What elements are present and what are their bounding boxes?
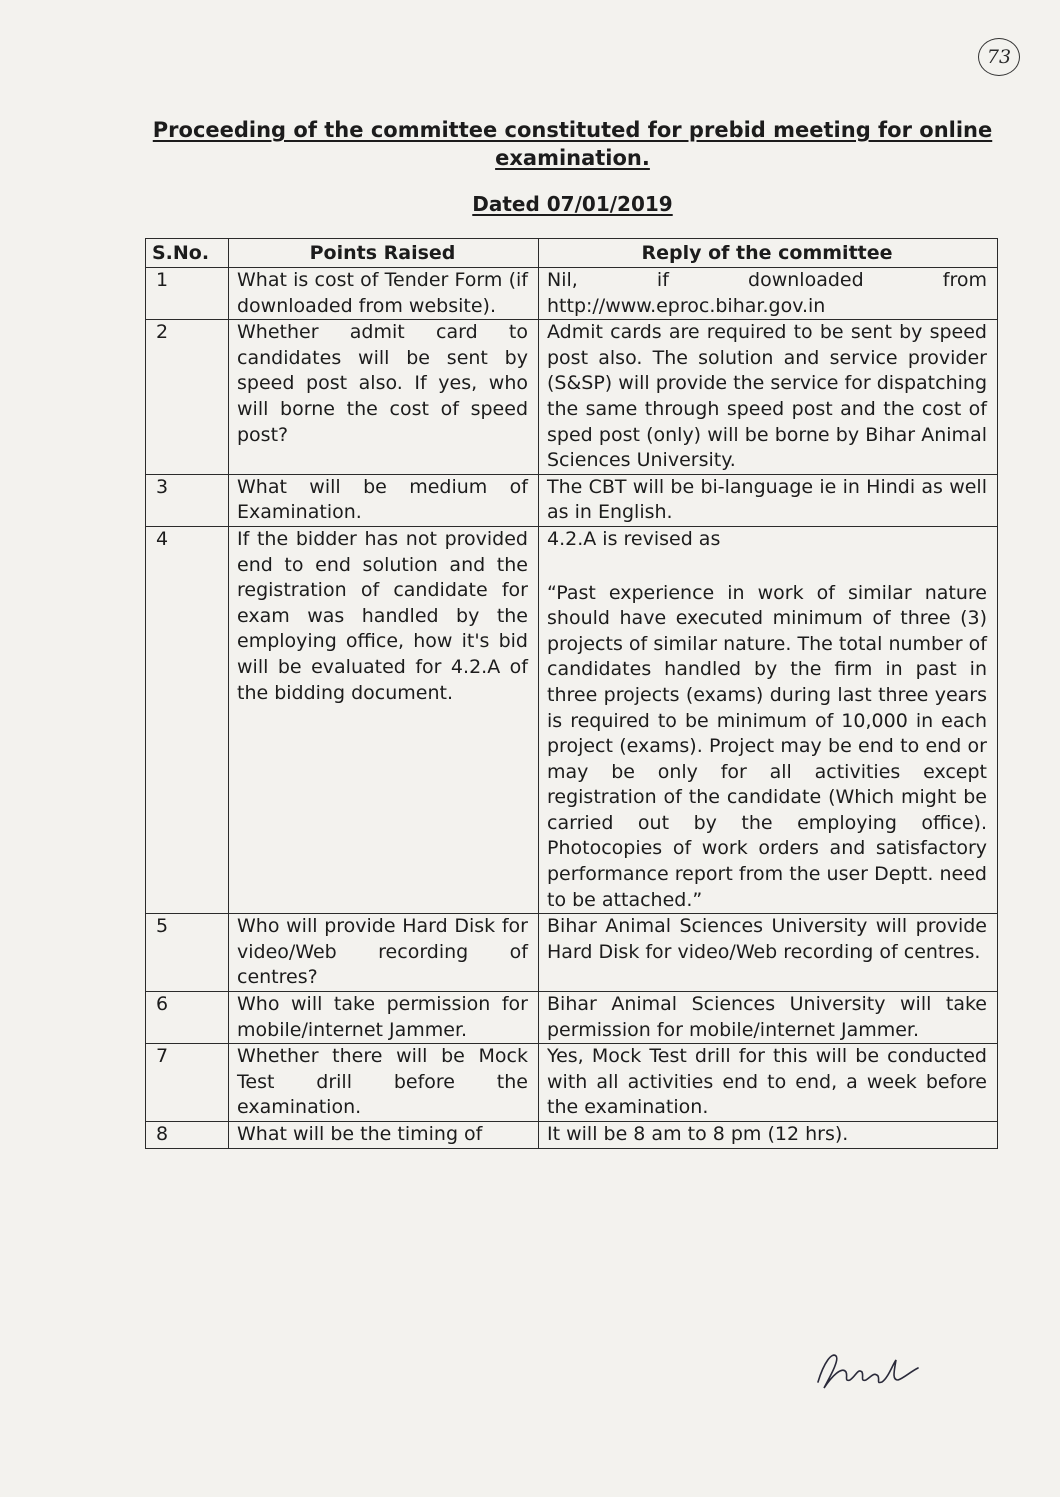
reply-text: The CBT will be bi-language ie in Hindi as well as in English. — [547, 475, 987, 524]
header-reply: Reply of the committee — [539, 239, 998, 268]
header-points-raised: Points Raised — [229, 239, 539, 268]
row-number: 3 — [146, 474, 229, 526]
point-raised: Whether admit card to candidates will be sent by speed post also. If yes, who will borne the cost of speed post? — [229, 320, 539, 475]
table-row — [146, 914, 998, 992]
table-row — [146, 474, 998, 526]
table-header-row — [146, 239, 998, 268]
table-row — [146, 992, 998, 1044]
row-number: 6 — [146, 992, 229, 1044]
row-number: 5 — [146, 914, 229, 992]
reply-text: Bihar Animal Sciences University will provide Hard Disk for video/Web recording of centres. — [547, 915, 987, 963]
reply-text: 4.2.A is revised as — [547, 527, 721, 550]
reply-text: It will be 8 am to 8 pm (12 hrs). — [547, 1123, 849, 1145]
committee-reply — [539, 914, 998, 992]
point-raised: What is cost of Tender Form (if downloaded from website). — [229, 268, 539, 320]
reply-text: Yes, Mock Test drill for this will be conducted with all activities end to end, a week before the examination. — [547, 1045, 987, 1119]
document-date: Dated 07/01/2019 — [472, 192, 673, 216]
committee-reply — [539, 526, 998, 913]
paragraph-gap — [547, 553, 987, 581]
committee-reply — [539, 268, 998, 320]
committee-reply — [539, 992, 998, 1044]
row-number: 2 — [146, 320, 229, 475]
row-number: 8 — [146, 1122, 229, 1149]
point-raised: If the bidder has not provided end to end solution and the registration of candidate for exam was handled by the employing office, how it's bid will be evaluated for 4.2.A of the bidding document. — [229, 526, 539, 913]
points-table — [145, 238, 998, 1149]
point-raised: Who will provide Hard Disk for video/Web recording of centres? — [229, 914, 539, 992]
row-number: 4 — [146, 526, 229, 913]
document-title: Proceeding of the committee constituted for prebid meeting for online examination. — [152, 118, 993, 170]
point-raised: What will be the timing of — [229, 1122, 539, 1149]
table-row — [146, 1122, 998, 1149]
header-sno: S.No. — [146, 239, 229, 268]
committee-reply — [539, 1044, 998, 1122]
point-raised: Who will take permission for mobile/internet Jammer. — [229, 992, 539, 1044]
handwritten-signature — [814, 1342, 924, 1402]
table-row — [146, 1044, 998, 1122]
table-row — [146, 526, 998, 913]
committee-reply — [539, 474, 998, 526]
point-raised: What will be medium of Examination. — [229, 474, 539, 526]
reply-text: Admit cards are required to be sent by speed post also. The solution and service provider (S&SP) will provide the service for dispatching the same through speed post and the cost of sped post (only) will be borne by Bihar Animal Sciences University. — [547, 321, 987, 472]
page-number: 73 — [978, 38, 1020, 76]
reply-text: Bihar Animal Sciences University will take permission for mobile/internet Jammer. — [547, 993, 987, 1041]
reply-text: Nil, if downloaded from http://www.eproc.bihar.gov.in — [547, 269, 987, 317]
row-number: 1 — [146, 268, 229, 320]
row-number: 7 — [146, 1044, 229, 1122]
reply-text: “Past experience in work of similar nature should have executed minimum of three (3) projects of similar nature. The total number of candidates handled by the firm in past in three projects (exams) during last three years is required to be minimum of 10,000 in each project (exams). Project may be end to end or may be only for all activities except registration of the candidate (Which might be carried out by the employing office). Photocopies of work orders and satisfactory performance report from the user Deptt. need to be attached.” — [547, 581, 987, 911]
committee-reply — [539, 320, 998, 475]
committee-reply — [539, 1122, 998, 1149]
point-raised: Whether there will be Mock Test drill before the examination. — [229, 1044, 539, 1122]
table-row — [146, 268, 998, 320]
table-row — [146, 320, 998, 475]
